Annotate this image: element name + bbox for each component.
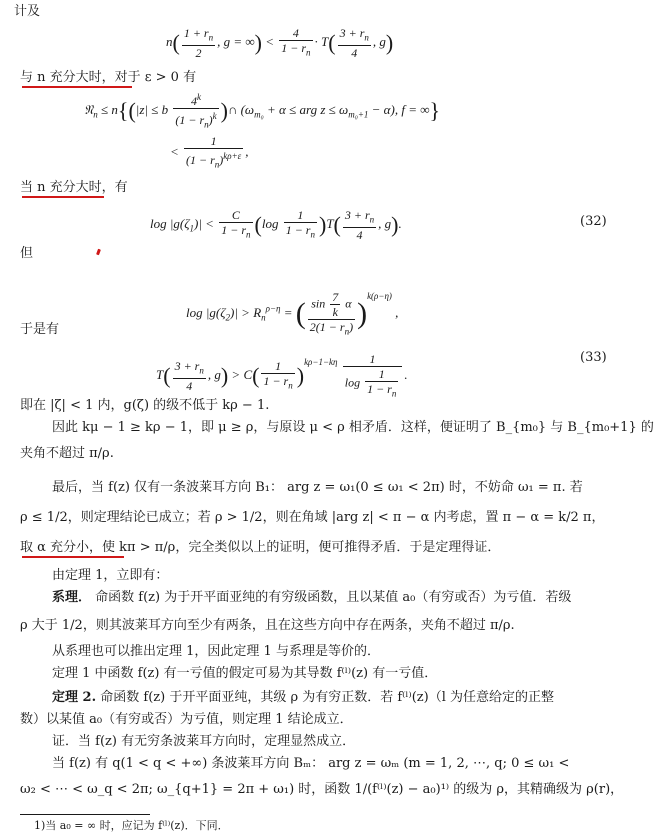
text: 命函数 f(z) 为于开平面亚纯的有穷级函数，且以某值 a₀（有穷或否）为亏值．若级 xyxy=(95,590,572,605)
text-line xyxy=(20,782,623,798)
red-underline xyxy=(22,556,124,558)
text: 证．当 f(z) 有无穷条波莱耳方向时，定理显然成立． xyxy=(52,734,356,749)
text: 与 n 充分大时，对于 ε > 0 有 xyxy=(20,70,197,85)
text-line xyxy=(52,756,569,772)
text: 但 xyxy=(20,246,34,261)
text-line xyxy=(20,712,353,728)
text-line xyxy=(20,618,515,634)
text-line xyxy=(20,540,500,556)
text-line xyxy=(52,690,554,706)
text: 夹角不超过 π/ρ. xyxy=(20,446,114,461)
text: 数）以某值 a₀（有穷或否）为亏值，则定理 1 结论成立． xyxy=(20,712,353,727)
text-line xyxy=(20,322,59,338)
equation: n( $\frac{1 + r_n}{2}$ , g = ∞) < $\frac{4}{1 - r_n}$ · T( $\frac{3 + r_n}{4}$ , g) xyxy=(166,26,394,60)
text-line xyxy=(52,734,355,750)
equation: 𝔑$_n$ ≤ n{(|z| ≤ b $\frac{4^k}{(1 - r_n)^k}$ )∩ ($\omega_{m_0} + \alpha$ ≤ arg $z \le \omega_{m_0+1} - \alpha$), f = ∞} xyxy=(84,92,441,130)
text-line xyxy=(20,446,114,462)
equation-number: (33) xyxy=(580,350,607,365)
text-line xyxy=(20,510,604,526)
text-line xyxy=(52,590,571,606)
text: ω₂ < ⋯ < ω_q < 2π; ω_{q+1} = 2π + ω₁) 时，函数 1/(f⁽ˡ⁾(z) − a₀)¹⁾ 的级为 ρ，其精确级为 ρ(r)， xyxy=(20,782,624,797)
text-line xyxy=(20,70,196,86)
red-underline xyxy=(22,86,132,88)
text: 1)当 a₀ = ∞ 时，应记为 f⁽ˡ⁾(z)．下同． xyxy=(34,819,229,832)
equation: T( $\frac{3 + r_n}{4}$ , g) > C( $\frac{1}{1 - r_n}$ )$^{k\rho-1-k\eta}$ 1 log $\frac{1}{1 - r_n}$ . xyxy=(156,351,408,399)
text: 最后，当 f(z) 仅有一条波莱耳方向 B₁： arg z = ω₁(0 ≤ ω₁ < 2π) 时，不妨命 ω₁ = π. 若 xyxy=(52,480,583,495)
text: 于是有 xyxy=(20,322,60,337)
text: 定理 1 中函数 f(z) 有一亏值的假定可易为其导数 f⁽ˡ⁾(z) 有一亏值． xyxy=(52,666,438,681)
text-line xyxy=(20,398,269,414)
text-line xyxy=(14,4,40,20)
text: 当 f(z) 有 q(1 < q < +∞) 条波莱耳方向 Bₘ： arg z = ωₘ (m = 1, 2, ⋯, q; 0 ≤ ω₁ < xyxy=(52,756,570,771)
red-mark xyxy=(96,249,101,256)
text-line xyxy=(52,666,437,682)
equation: $\log |g(\zeta_1)|$ < $\frac{C}{1 - r_n}$ (log $\frac{1}{1 - r_n}$ )T( $\frac{3 + r_n}{4}$ , g). xyxy=(150,208,402,242)
text-line xyxy=(20,180,128,196)
text: 取 α 充分小，使 kπ > π/ρ，完全类似以上的证明，便可推得矛盾．于是定理得证． xyxy=(20,540,501,555)
text-line xyxy=(52,568,168,584)
text: 计及 xyxy=(14,4,41,19)
text: 当 n 充分大时，有 xyxy=(20,180,128,195)
equation: < $\frac{1}{(1 - r_n)^{k\rho+\varepsilon}}$ , xyxy=(170,134,249,170)
text: ρ 大于 1/2，则其波莱耳方向至少有两条，且在这些方向中存在两条，夹角不超过 π/ρ. xyxy=(20,618,515,633)
text: 由定理 1，立即有： xyxy=(52,568,169,583)
text-line xyxy=(52,420,654,436)
red-underline xyxy=(22,196,104,198)
text-line xyxy=(20,246,33,262)
equation-number: (32) xyxy=(580,214,607,229)
text: 从系理也可以推出定理 1，因此定理 1 与系理是等价的． xyxy=(52,644,380,659)
text: 即在 |ζ| < 1 内，g(ζ) 的级不低于 kρ − 1. xyxy=(20,398,270,413)
corollary-heading: 系理． xyxy=(52,590,92,605)
text: 因此 kμ − 1 ≥ kρ − 1，即 μ ≥ ρ，与原设 μ < ρ 相矛盾．这样，便证明了 B_{m₀} 与 B_{m₀+1} 的 xyxy=(52,420,654,435)
text: 命函数 f(z) 于开平面亚纯，其级 ρ 为有穷正数．若 f⁽ˡ⁾(z)（l 为任意给定的正整 xyxy=(100,690,554,705)
footnote-rule xyxy=(20,814,150,815)
text: ρ ≤ 1/2，则定理结论已成立；若 ρ > 1/2，则在角域 |arg z| < π − α 内考虑，置 π − α = k/2 π， xyxy=(20,510,605,525)
footnote xyxy=(34,818,229,833)
equation: $\log |g(\zeta_2)| > R_n^{\rho-\eta}$ = ( sin $\frac{7}{k}$ α $2(1 - r_n)$ )$^{k(\rho-\eta)}$ , xyxy=(186,289,399,337)
text-line xyxy=(52,644,380,660)
text-line xyxy=(52,480,583,496)
theorem-heading: 定理 2. xyxy=(52,690,97,705)
